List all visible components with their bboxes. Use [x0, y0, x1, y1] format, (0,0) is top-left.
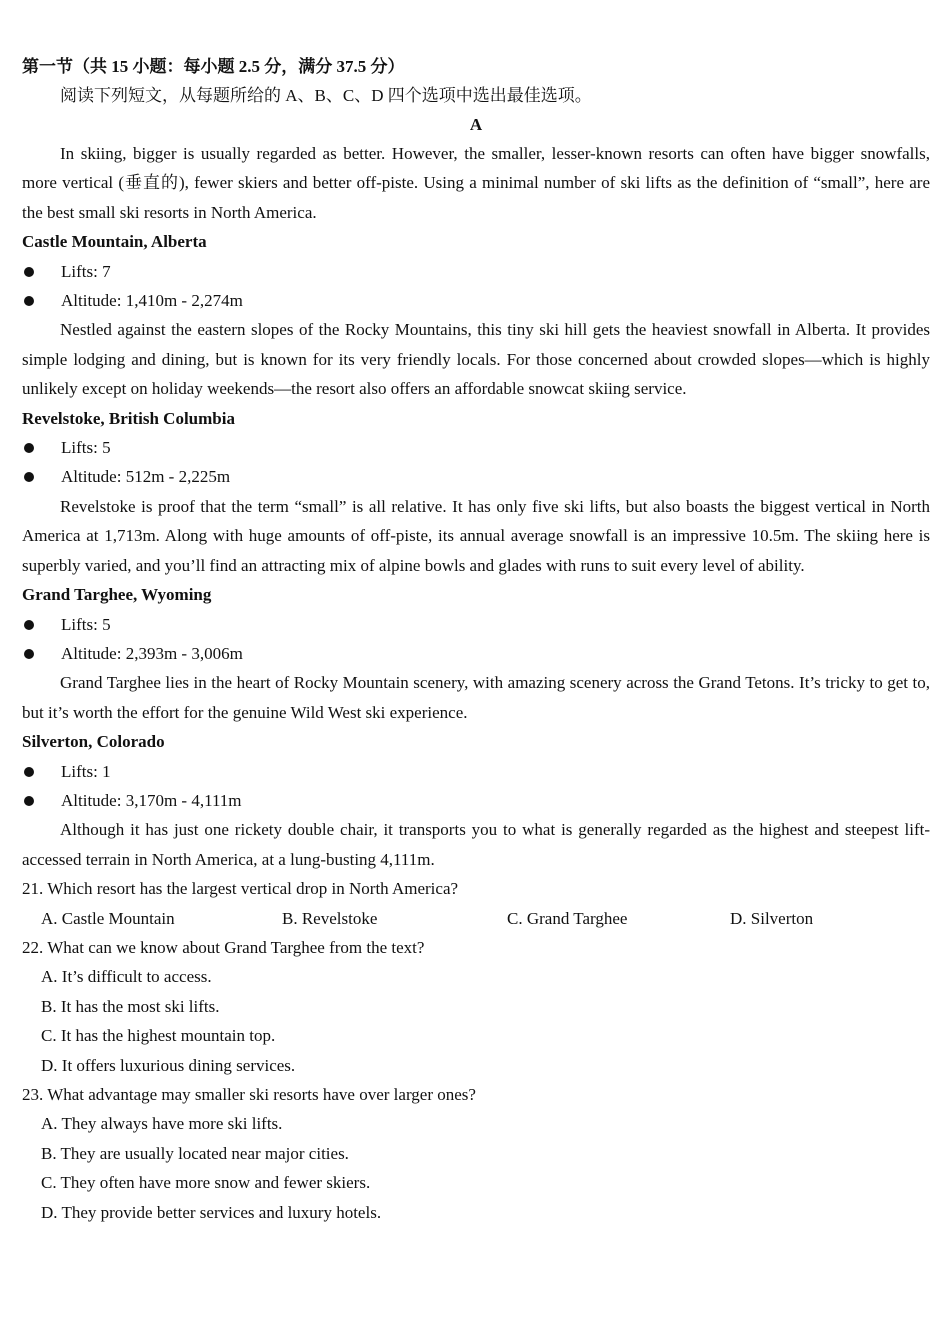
resort-description: Nestled against the eastern slopes of the Rocky Mountains, this tiny ski hill gets the heaviest snowfall in Alberta. It provides simple lodging and dining, but is known for its very friendly locals. For those concerned about crowded slopes—which is highly unlikely except on holiday weekends—the resort also offers an affordable snowcat skiing service.: [22, 320, 930, 399]
resort-section: [22, 580, 930, 727]
option-c: C. It has the highest mountain top.: [41, 1026, 276, 1046]
bullet-dot-icon: [24, 767, 34, 777]
resort-altitude: Altitude: 1,410m - 2,274m: [22, 286, 930, 315]
resort-section: [22, 227, 930, 403]
bullet-dot-icon: [24, 620, 34, 630]
resort-name: Grand Targhee, Wyoming: [22, 585, 212, 605]
option-b: B. They are usually located near major cities.: [41, 1143, 349, 1163]
resort-description: Although it has just one rickety double chair, it transports you to what is generally regarded as the highest and steepest lift-accessed terrain in North America, at a lung-busting 4,111m.: [22, 820, 930, 869]
exam-page: [22, 52, 930, 1227]
resort-lifts: Lifts: 7: [22, 257, 930, 286]
option-d: D. It offers luxurious dining services.: [41, 1055, 296, 1075]
resort-name: Silverton, Colorado: [22, 732, 165, 752]
resort-section: [22, 404, 930, 580]
question-stem: 22. What can we know about Grand Targhee from the text?: [22, 937, 425, 957]
option-b: B. Revelstoke: [282, 908, 378, 928]
resort-name: Revelstoke, British Columbia: [22, 408, 235, 428]
option-c: C. They often have more snow and fewer skiers.: [41, 1173, 371, 1193]
question-stem: 21. Which resort has the largest vertical drop in North America?: [22, 879, 459, 899]
bullet-dot-icon: [24, 296, 34, 306]
bullet-dot-icon: [24, 796, 34, 806]
options-row: [22, 904, 930, 933]
resort-lifts: Lifts: 5: [22, 433, 930, 462]
option-d: D. They provide better services and luxury hotels.: [41, 1202, 382, 1222]
resort-section: [22, 727, 930, 874]
question-21: [22, 874, 930, 933]
question-23: [22, 1080, 930, 1227]
option-b: B. It has the most ski lifts.: [41, 996, 220, 1016]
option-a: A. They always have more ski lifts.: [41, 1114, 283, 1134]
passage-intro: In skiing, bigger is usually regarded as better. However, the smaller, lesser-known resorts can often have bigger snowfalls, more vertical (垂直的), fewer skiers and better off-piste. Using a minimal number of ski lifts as the definition of “small”, here are the best small ski resorts in North America.: [22, 144, 930, 222]
bullet-dot-icon: [24, 472, 34, 482]
option-a: A. It’s difficult to access.: [41, 967, 212, 987]
bullet-dot-icon: [24, 649, 34, 659]
question-22: [22, 933, 930, 1080]
option-a: A. Castle Mountain: [41, 908, 175, 928]
resort-lifts: Lifts: 1: [22, 757, 930, 786]
question-stem: 23. What advantage may smaller ski resorts have over larger ones?: [22, 1084, 476, 1104]
passage-label: A: [469, 115, 483, 134]
resort-description: Revelstoke is proof that the term “small” is all relative. It has only five ski lifts, but also boasts the biggest vertical in North America at 1,713m. Along with huge amounts of off-piste, its annual average snowfall is an impressive 10.5m. The skiing here is superbly varied, and you’ll find an attracting mix of alpine bowls and glades with runs to suit every level of ability.: [22, 496, 930, 575]
section-title: 第一节（共 15 小题：每小题 2.5 分，满分 37.5 分）: [22, 57, 405, 76]
resort-lifts: Lifts: 5: [22, 610, 930, 639]
resort-altitude: Altitude: 2,393m - 3,006m: [22, 639, 930, 668]
bullet-dot-icon: [24, 443, 34, 453]
resort-altitude: Altitude: 512m - 2,225m: [22, 462, 930, 491]
resort-name: Castle Mountain, Alberta: [22, 232, 207, 252]
option-d: D. Silverton: [730, 908, 814, 928]
resort-altitude: Altitude: 3,170m - 4,111m: [22, 786, 930, 815]
bullet-dot-icon: [24, 267, 34, 277]
resort-description: Grand Targhee lies in the heart of Rocky Mountain scenery, with amazing scenery across the Grand Tetons. It’s tricky to get to, but it’s worth the effort for the genuine Wild West ski experience.: [22, 673, 930, 722]
option-c: C. Grand Targhee: [507, 908, 628, 928]
section-instruction: 阅读下列短文，从每题所给的 A、B、C、D 四个选项中选出最佳选项。: [60, 86, 592, 105]
